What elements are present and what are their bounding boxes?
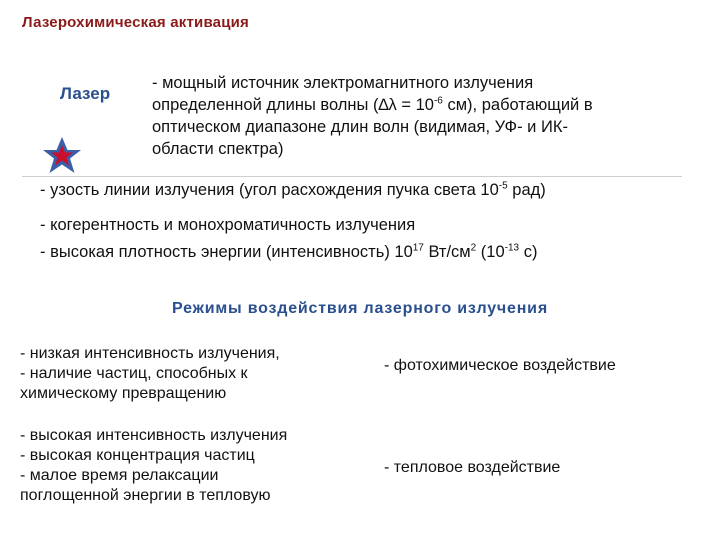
description-line-4: области спектра) — [152, 140, 284, 158]
property-coherence: - когерентность и монохроматичность излучения — [40, 216, 416, 234]
condition-line: поглощенной энергии в тепловую — [20, 487, 271, 504]
condition-line: - высокая интенсивность излучения — [20, 427, 288, 444]
mode-1-effect: - фотохимическое воздействие — [384, 357, 616, 374]
condition-line: - малое время релаксации — [20, 467, 219, 484]
mode-2-conditions — [20, 426, 370, 506]
property-energy-density: - высокая плотность энергии (интенсивность) $10^{17}$ $Вт/см^2$ ($10^{-13}$ с) — [40, 242, 538, 261]
condition-line: - наличие частиц, способных к — [20, 365, 248, 382]
description-line-3: оптическом диапазоне длин волн (видимая, УФ- и ИК- — [152, 118, 568, 136]
property-narrowness: - узость линии излучения (угол расхождения пучка света $10^{-5}$ рад) — [40, 180, 546, 199]
description-line-1: - мощный источник электромагнитного излучения — [152, 74, 534, 92]
condition-line: - высокая концентрация частиц — [20, 447, 255, 464]
description-line-2: определенной длины волны ($\Delta\lambda = 10^{-6}$ см), работающий в — [152, 95, 593, 114]
condition-line: химическому превращению — [20, 385, 227, 402]
mode-1-conditions — [20, 344, 370, 404]
laser-label: Лазер — [60, 84, 111, 103]
section-divider — [22, 176, 682, 177]
mode-2-effect: - тепловое воздействие — [384, 459, 561, 476]
laser-description — [152, 72, 692, 160]
condition-line: - низкая интенсивность излучения, — [20, 345, 280, 362]
modes-heading: Режимы воздействия лазерного излучения — [172, 300, 548, 317]
star-icon — [42, 136, 82, 176]
page-title: Лазерохимическая активация — [22, 14, 249, 31]
